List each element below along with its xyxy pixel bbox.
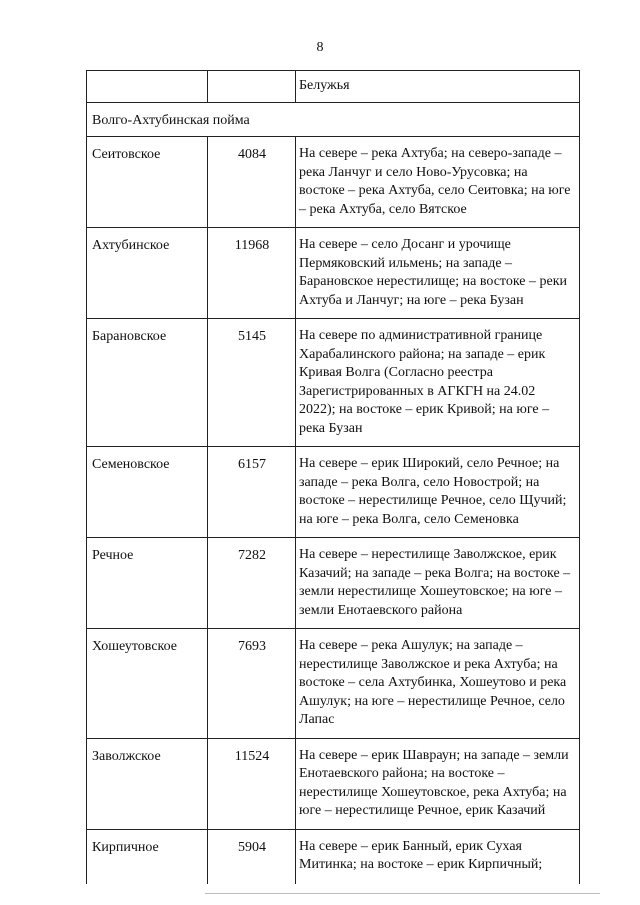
name-cell: Барановское [87, 319, 208, 447]
area-cell: 11524 [208, 738, 296, 829]
table-row [87, 228, 580, 319]
area-cell: 5904 [208, 829, 296, 884]
table-row [87, 629, 580, 739]
description-cell: На севере – река Ашулук; на западе – нерестилище Заволжское и река Ахтуба; на востоке – села Ахтубинка, Хошеутово и река Ашулук; на юге – нерестилище Речное, село Лапас [296, 629, 580, 739]
table-row [87, 319, 580, 447]
area-cell [208, 71, 296, 103]
description-cell: На севере – нерестилище Заволжское, ерик Казачий; на западе – река Волга; на востоке – земли нерестилище Хошеутовское; на юге – земли Енотаевского района [296, 538, 580, 629]
name-cell [87, 71, 208, 103]
name-cell: Хошеутовское [87, 629, 208, 739]
description-cell: Белужья [296, 71, 580, 103]
table-row [87, 538, 580, 629]
description-cell: На севере – ерик Шавраун; на западе – земли Енотаевского района; на востоке – нерестилище Хошеутовское, река Ахтуба; на юге – нерестилище Речное, ерик Казачий [296, 738, 580, 829]
area-cell: 6157 [208, 447, 296, 538]
area-cell: 5145 [208, 319, 296, 447]
section-title: Волго-Ахтубинская пойма [87, 102, 580, 137]
name-cell: Кирпичное [87, 829, 208, 884]
area-cell: 11968 [208, 228, 296, 319]
spawning-grounds-table [86, 70, 580, 884]
table-row [87, 738, 580, 829]
description-cell: На севере по административной границе Харабалинского района; на западе – ерик Кривая Волга (Согласно реестра Зарегистрированных в АГКГН на 24.02 2022); на востоке – ерик Кривой; на юге – река Бузан [296, 319, 580, 447]
description-cell: На севере – река Ахтуба; на северо-западе – река Ланчуг и село Ново-Урусовка; на востоке – река Ахтуба, село Сеитовка; на юге – река Ахтуба, село Вятское [296, 137, 580, 228]
scan-artifact-line [205, 893, 600, 894]
table-row [87, 829, 580, 884]
description-cell: На севере – ерик Широкий, село Речное; на западе – река Волга, село Новострой; на востоке – нерестилище Речное, село Щучий; на юге – река Волга, село Семеновка [296, 447, 580, 538]
area-cell: 4084 [208, 137, 296, 228]
area-cell: 7282 [208, 538, 296, 629]
name-cell: Речное [87, 538, 208, 629]
name-cell: Ахтубинское [87, 228, 208, 319]
section-row [87, 102, 580, 137]
table-row [87, 137, 580, 228]
table-row [87, 71, 580, 103]
name-cell: Сеитовское [87, 137, 208, 228]
page-number: 8 [316, 40, 324, 55]
table-row [87, 447, 580, 538]
name-cell: Заволжское [87, 738, 208, 829]
description-cell: На севере – село Досанг и урочище Пермяковский ильмень; на западе – Барановское нерестилище; на востоке – реки Ахтуба и Ланчуг; на юге – река Бузан [296, 228, 580, 319]
name-cell: Семеновское [87, 447, 208, 538]
description-cell: На севере – ерик Банный, ерик Сухая Митинка; на востоке – ерик Кирпичный; [296, 829, 580, 884]
area-cell: 7693 [208, 629, 296, 739]
